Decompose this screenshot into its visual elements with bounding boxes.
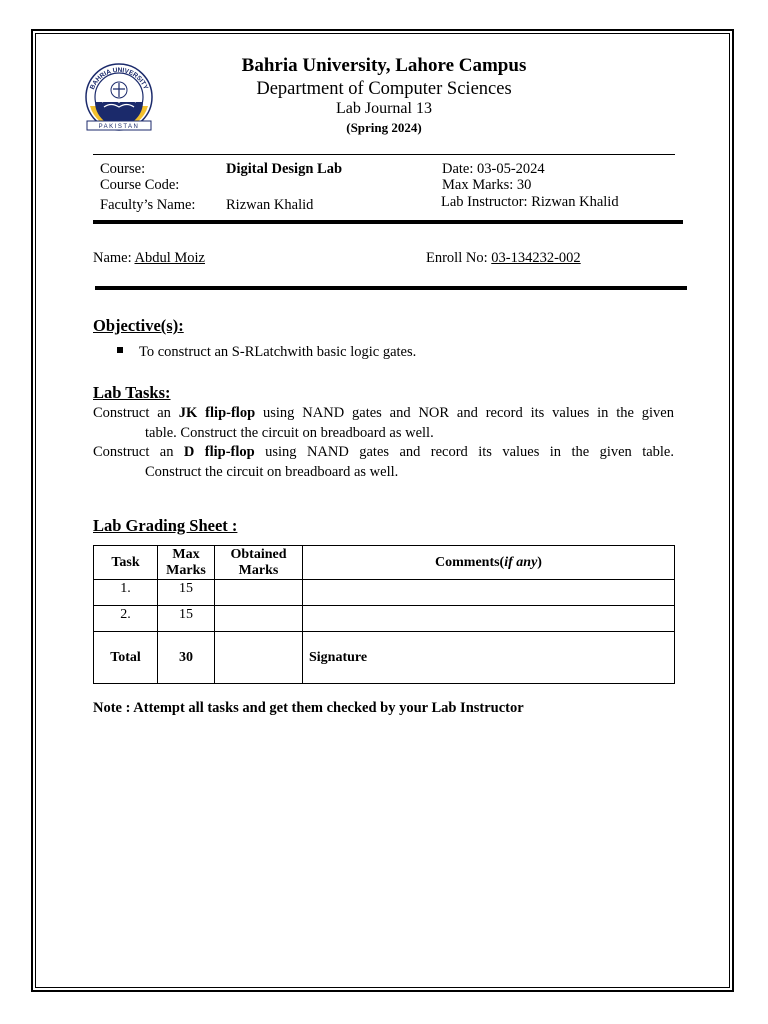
row-2-max: 15 [158,606,215,632]
faculty-value: Rizwan Khalid [226,197,314,213]
header-max-line1: Max [172,546,200,562]
lab-instructor: Lab Instructor: Rizwan Khalid [441,194,619,210]
table-row [94,580,675,606]
bullet-icon [117,347,123,353]
student-name [93,250,205,267]
task-1-device: JK flip-flop [178,405,256,421]
table-row [94,606,675,632]
task-2-rest: using NAND gates and record its values in the given table. [254,444,674,460]
lab-date: Date: 03-05-2024 [442,161,545,177]
header-task: Task [94,546,158,580]
header-divider [93,154,675,155]
course-code-label: Course Code: [100,177,180,193]
header-comments-close: ) [537,554,542,570]
course-value: Digital Design Lab [226,161,343,177]
grading-heading: Lab Grading Sheet : [93,516,238,535]
course-label: Course: [100,161,146,177]
svg-text:PAKISTAN: PAKISTAN [98,124,140,130]
journal-title: Lab Journal 13 [336,100,432,117]
task-1-rest: using NAND gates and NOR and record its values in the given [255,405,674,421]
task-1-pre: Construct an [93,405,179,421]
header-max-line2: Marks [166,562,206,578]
objectives-heading: Objective(s): [93,316,184,335]
grading-header-row [94,546,675,580]
lab-tasks-heading: Lab Tasks: [93,383,171,402]
total-obtained [215,632,303,684]
task-2-continuation: Construct the circuit on breadboard as well. [145,463,399,480]
student-divider [95,286,687,290]
task-1-text [93,404,674,443]
header-max-marks [158,546,215,580]
department-title: Department of Computer Sciences [256,79,512,99]
total-row [94,632,675,684]
grading-table [93,545,675,684]
total-label: Total [94,632,158,684]
row-1-max: 15 [158,580,215,606]
task-2-text [93,443,674,482]
header-comments-text: Comments( [435,554,505,570]
max-marks: Max Marks: 30 [442,177,532,193]
row-2-task: 2. [94,606,158,632]
header-obtained-line2: Marks [238,562,279,578]
university-title: Bahria University, Lahore Campus [241,55,527,76]
student-name-label: Name: [93,250,132,266]
header-comments [303,546,675,580]
row-2-comments [303,606,675,632]
enroll-value: 03-134232-002 [491,250,581,266]
faculty-label: Faculty’s Name: [100,197,196,213]
task-1-continuation: table. Construct the circuit on breadboard as well. [145,424,434,441]
header-obtained-line1: Obtained [230,546,287,562]
svg-text:BAHRIA UNIVERSITY: BAHRIA UNIVERSITY [88,66,150,91]
row-1-obtained [215,580,303,606]
task-2-device: D flip-flop [183,444,255,460]
info-divider [93,220,683,224]
objective-item: To construct an S-RLatchwith basic logic gates. [139,344,417,360]
header-obtained-marks [215,546,303,580]
row-2-obtained [215,606,303,632]
signature-label: Signature [303,632,675,684]
note-text: Note : Attempt all tasks and get them checked by your Lab Instructor [93,700,524,716]
student-name-value: Abdul Moiz [134,250,205,266]
row-1-comments [303,580,675,606]
header-comments-italic: if any [504,554,538,570]
semester-label: (Spring 2024) [346,120,422,135]
enroll-number [426,250,581,267]
enroll-label: Enroll No: [426,250,488,266]
row-1-task: 1. [94,580,158,606]
total-max: 30 [158,632,215,684]
task-2-pre: Construct an [93,444,184,460]
